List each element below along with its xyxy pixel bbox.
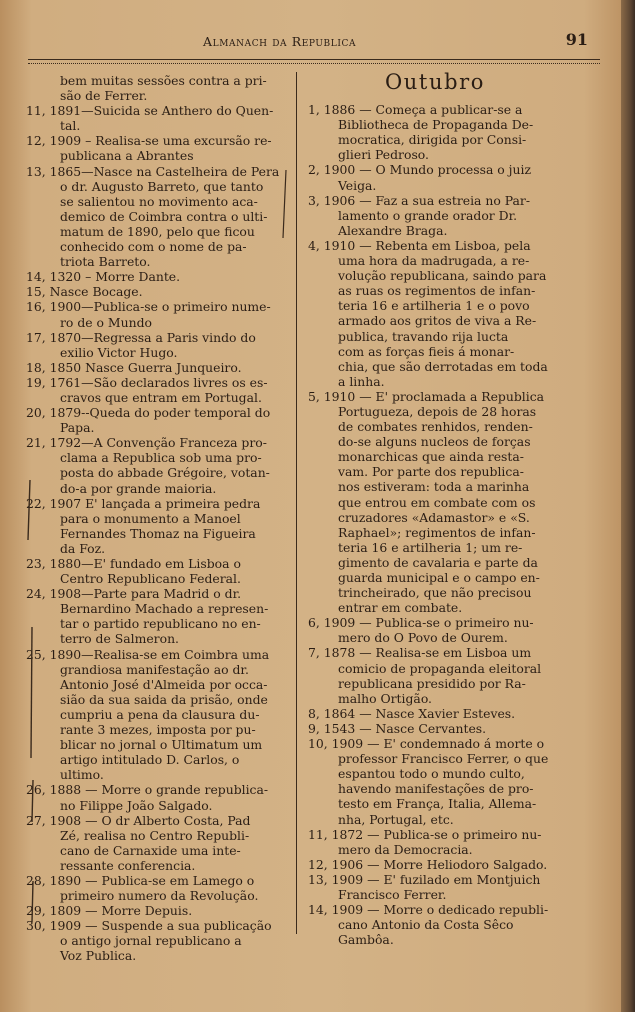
entry-first-line: 28, 1890 — Publica-se em Lamego o	[26, 872, 255, 888]
entry-continuation-line: mero da Democracia.	[338, 841, 473, 857]
header-rule	[28, 59, 600, 60]
calendar-entry	[26, 556, 288, 586]
calendar-entry	[26, 873, 288, 903]
entry-first-line: 22, 1907 E' lançada a primeira pedra	[26, 495, 261, 511]
left-continuation	[26, 73, 288, 103]
entry-continuation-line: Veiga.	[338, 177, 377, 193]
entry-continuation-line: triota Barreto.	[60, 254, 151, 270]
calendar-entry	[308, 721, 562, 736]
entry-continuation-line: publicana a Abrantes	[60, 148, 194, 164]
entry-first-line: 14, 1320 – Morre Dante.	[26, 269, 181, 285]
entry-continuation-line: nos estiveram: toda a marinha	[338, 479, 530, 495]
calendar-entry	[308, 645, 562, 705]
entry-continuation-line: trincheirado, que não precisou	[338, 585, 532, 601]
entry-first-line: 11, 1872 — Publica-se o primeiro nu-	[308, 826, 542, 842]
entry-continuation-line: o dr. Augusto Barreto, que tanto	[60, 178, 264, 194]
left-column	[26, 73, 288, 964]
entry-continuation-line: Fernandes Thomaz na Figueira	[60, 525, 256, 541]
book-spine-shadow	[621, 0, 635, 1012]
entry-continuation-line: espantou todo o mundo culto,	[338, 766, 525, 782]
right-entries-list	[308, 102, 562, 947]
entry-continuation-line: havendo manifestações de pro-	[338, 781, 534, 797]
entry-continuation-line: conhecido com o nome de pa-	[60, 239, 247, 255]
entry-continuation-line: teria 16 e artilheria 1; um re-	[338, 539, 523, 555]
entry-first-line: 11, 1891—Suicida se Anthero do Quen-	[26, 103, 274, 119]
entry-first-line: 12, 1909 – Realisa-se uma excursão re-	[26, 133, 272, 149]
entry-continuation-line: cruzadores «Adamastor» e «S.	[338, 509, 530, 525]
calendar-entry	[308, 857, 562, 872]
calendar-entry	[26, 647, 288, 783]
entry-continuation-line: da Foz.	[60, 540, 106, 556]
entry-continuation-line: que entrou em combate com os	[338, 494, 536, 510]
entry-continuation-line: sião da sua saida da prisão, onde	[60, 691, 268, 707]
entry-first-line: 14, 1909 — Morre o dedicado republi-	[308, 902, 549, 918]
entry-continuation-line: ro de o Mundo	[60, 314, 152, 330]
entry-first-line: 29, 1809 — Morre Depuis.	[26, 903, 193, 919]
entry-continuation-line: Gambôa.	[338, 932, 394, 948]
running-title: Almanach da Republica	[203, 34, 357, 49]
entry-continuation-line: nha, Portugal, etc.	[338, 811, 454, 827]
entry-continuation-line: de combates renhidos, renden-	[338, 419, 533, 435]
entry-continuation-line: tar o partido republicano no en-	[60, 616, 261, 632]
entry-first-line: 3, 1906 — Faz a sua estreia no Par-	[308, 192, 531, 208]
page-number: 91	[565, 30, 588, 49]
entry-continuation-line: Francisco Ferrer.	[338, 886, 447, 902]
entry-continuation-line: vam. Por parte dos republica-	[338, 464, 524, 480]
text-line: são de Ferrer.	[60, 88, 148, 104]
entry-continuation-line: o antigo jornal republicano a	[60, 933, 242, 949]
calendar-entry	[26, 103, 288, 133]
calendar-entry	[308, 389, 562, 615]
entry-continuation-line: as ruas os regimentos de infan-	[338, 283, 536, 299]
entry-continuation-line: com as forças fieis á monar-	[338, 343, 515, 359]
entry-first-line: 17, 1870—Regressa a Paris vindo do	[26, 329, 256, 345]
entry-first-line: 15, Nasce Bocage.	[26, 284, 143, 300]
entry-continuation-line: ressante conferencia.	[60, 857, 196, 873]
calendar-entry	[26, 435, 288, 495]
entry-continuation-line: chia, que são derrotadas em toda	[338, 358, 548, 374]
column-divider	[296, 72, 297, 934]
entry-continuation-line: Bibliotheca de Propaganda De-	[338, 117, 534, 133]
entry-continuation-line: Bernardino Machado a represen-	[60, 601, 269, 617]
entry-continuation-line: demico de Coimbra contra o ulti-	[60, 208, 268, 224]
entry-continuation-line: teria 16 e artilheria 1 e o povo	[338, 298, 530, 314]
entry-first-line: 20, 1879--Queda do poder temporal do	[26, 405, 271, 421]
entry-first-line: 26, 1888 — Morre o grande republica-	[26, 782, 269, 798]
entry-continuation-line: Alexandre Braga.	[338, 222, 448, 238]
entry-continuation-line: no Filippe João Salgado.	[60, 797, 213, 813]
entry-continuation-line: gimento de cavalaria e parte da	[338, 554, 538, 570]
entry-continuation-line: publica, travando rija lucta	[338, 328, 509, 344]
entry-first-line: 23, 1880—E' fundado em Lisboa o	[26, 556, 241, 571]
entry-continuation-line: ultimo.	[60, 767, 104, 783]
calendar-entry	[26, 782, 288, 812]
calendar-entry	[26, 360, 288, 375]
entry-continuation-line: primeiro numero da Revolução.	[60, 888, 259, 904]
entry-first-line: 25, 1890—Realisa-se em Coimbra uma	[26, 646, 270, 662]
entry-continuation-line: professor Francisco Ferrer, o que	[338, 751, 549, 767]
page-header	[28, 30, 588, 54]
entry-continuation-line: artigo intitulado D. Carlos, o	[60, 752, 240, 768]
calendar-entry	[308, 238, 562, 389]
entry-first-line: 12, 1906 — Morre Heliodoro Salgado.	[308, 856, 548, 872]
entry-continuation-line: cano Antonio da Costa Sêco	[338, 917, 514, 933]
entry-continuation-line: mocratica, dirigida por Consi-	[338, 132, 527, 148]
calendar-entry	[26, 918, 288, 963]
entry-continuation-line: para o monumento a Manoel	[60, 510, 241, 526]
month-title: Outubro	[384, 70, 486, 94]
calendar-entry	[26, 330, 288, 360]
entry-continuation-line: malho Ortigão.	[338, 690, 433, 706]
calendar-entry	[26, 269, 288, 284]
entry-continuation-line: grandiosa manifestação ao dr.	[60, 661, 249, 677]
calendar-entry	[26, 299, 288, 329]
entry-continuation-line: mero do O Povo de Ourem.	[338, 630, 508, 646]
entry-continuation-line: testo em França, Italia, Allema-	[338, 796, 537, 812]
entry-first-line: 10, 1909 — E' condemnado á morte o	[308, 736, 545, 752]
entry-continuation-line: clama a Republica sob uma pro-	[60, 450, 262, 466]
entry-continuation-line: guarda municipal e o campo en-	[338, 570, 540, 585]
calendar-entry	[308, 902, 562, 947]
entry-first-line: 1, 1886 — Começa a publicar-se a	[308, 102, 523, 118]
calendar-entry	[308, 162, 562, 192]
calendar-entry	[26, 903, 288, 918]
entry-continuation-line: monarchicas que ainda resta-	[338, 449, 524, 465]
entry-continuation-line: cumpriu a pena da clausura du-	[60, 706, 260, 722]
entry-first-line: 21, 1792—A Convenção Franceza pro-	[26, 435, 267, 451]
entry-continuation-line: uma hora da madrugada, a re-	[338, 253, 530, 269]
calendar-entry	[308, 615, 562, 645]
header-rule-dotted	[28, 63, 600, 64]
calendar-entry	[26, 586, 288, 646]
entry-continuation-line: tal.	[60, 118, 81, 134]
entry-first-line: 7, 1878 — Realisa-se em Lisboa um	[308, 645, 532, 661]
entry-continuation-line: do-a por grande maioria.	[60, 480, 217, 496]
calendar-entry	[308, 706, 562, 721]
calendar-entry	[26, 496, 288, 556]
entry-continuation-line: rante 3 mezes, imposta por pu-	[60, 722, 256, 738]
entry-continuation-line: cravos que entram em Portugal.	[60, 389, 262, 405]
entry-first-line: 6, 1909 — Publica-se o primeiro nu-	[308, 615, 534, 631]
entry-first-line: 13, 1909 — E' fuzilado em Montjuich	[308, 871, 541, 887]
calendar-entry	[26, 405, 288, 435]
calendar-entry	[308, 736, 562, 827]
entry-continuation-line: a linha.	[338, 373, 385, 389]
entry-continuation-line: blicar no jornal o Ultimatum um	[60, 737, 263, 753]
entry-first-line: 5, 1910 — E' proclamada a Republica	[308, 388, 545, 404]
entry-continuation-line: posta do abbade Grégoire, votan-	[60, 465, 270, 481]
entry-continuation-line: exilio Victor Hugo.	[60, 344, 178, 360]
entry-continuation-line: terro de Salmeron.	[60, 631, 179, 647]
entry-continuation-line: Portugueza, depois de 28 horas	[338, 403, 537, 419]
entry-continuation-line: Papa.	[60, 420, 95, 436]
entry-continuation-line: do-se alguns nucleos de forças	[338, 434, 531, 450]
entry-first-line: 9, 1543 — Nasce Cervantes.	[308, 720, 487, 736]
entry-continuation-line: se salientou no movimento aca-	[60, 193, 258, 209]
entry-continuation-line: Zé, realisa no Centro Republi-	[60, 827, 250, 843]
entry-continuation-line: cano de Carnaxide uma inte-	[60, 842, 241, 858]
entry-continuation-line: entrar em combate.	[338, 600, 463, 616]
calendar-entry	[308, 872, 562, 902]
entry-first-line: 2, 1900 — O Mundo processa o juiz	[308, 162, 531, 178]
entry-continuation-line: matum de 1890, pelo que ficou	[60, 223, 255, 239]
calendar-entry	[308, 102, 562, 162]
entry-first-line: 27, 1908 — O dr Alberto Costa, Pad	[26, 812, 251, 828]
entry-first-line: 18, 1850 Nasce Guerra Junqueiro.	[26, 359, 242, 375]
calendar-entry	[308, 827, 562, 857]
entry-first-line: 8, 1864 — Nasce Xavier Esteves.	[308, 705, 516, 721]
calendar-entry	[26, 284, 288, 299]
entry-continuation-line: republicana presidido por Ra-	[338, 675, 526, 691]
entry-continuation-line: Centro Republicano Federal.	[60, 571, 241, 587]
left-entries-list	[26, 103, 288, 963]
entry-continuation-line: armado aos gritos de viva a Re-	[338, 313, 537, 329]
calendar-entry	[26, 813, 288, 873]
entry-first-line: 19, 1761—São declarados livres os es-	[26, 374, 268, 390]
entry-continuation-line: lamento o grande orador Dr.	[338, 207, 518, 223]
right-column	[308, 70, 562, 948]
calendar-entry	[26, 133, 288, 163]
entry-continuation-line: comicio de propaganda eleitoral	[338, 660, 542, 676]
entry-continuation-line: Voz Publica.	[60, 948, 137, 964]
entry-first-line: 13, 1865—Nasce na Castelheira de Pera	[26, 163, 280, 179]
calendar-entry	[26, 375, 288, 405]
entry-first-line: 30, 1909 — Suspende a sua publicação	[26, 918, 272, 934]
entry-first-line: 24, 1908—Parte para Madrid o dr.	[26, 586, 242, 602]
entry-first-line: 4, 1910 — Rebenta em Lisboa, pela	[308, 237, 531, 253]
calendar-entry	[308, 193, 562, 238]
entry-continuation-line: glieri Pedroso.	[338, 147, 429, 163]
entry-continuation-line: Raphael»; regimentos de infan-	[338, 524, 536, 540]
text-line: bem muitas sessões contra a pri-	[60, 73, 267, 88]
entry-first-line: 16, 1900—Publica-se o primeiro nume-	[26, 299, 271, 315]
calendar-entry	[26, 164, 288, 270]
entry-continuation-line: Antonio José d'Almeida por occa-	[60, 676, 268, 692]
entry-continuation-line: volução republicana, saindo para	[338, 268, 547, 284]
